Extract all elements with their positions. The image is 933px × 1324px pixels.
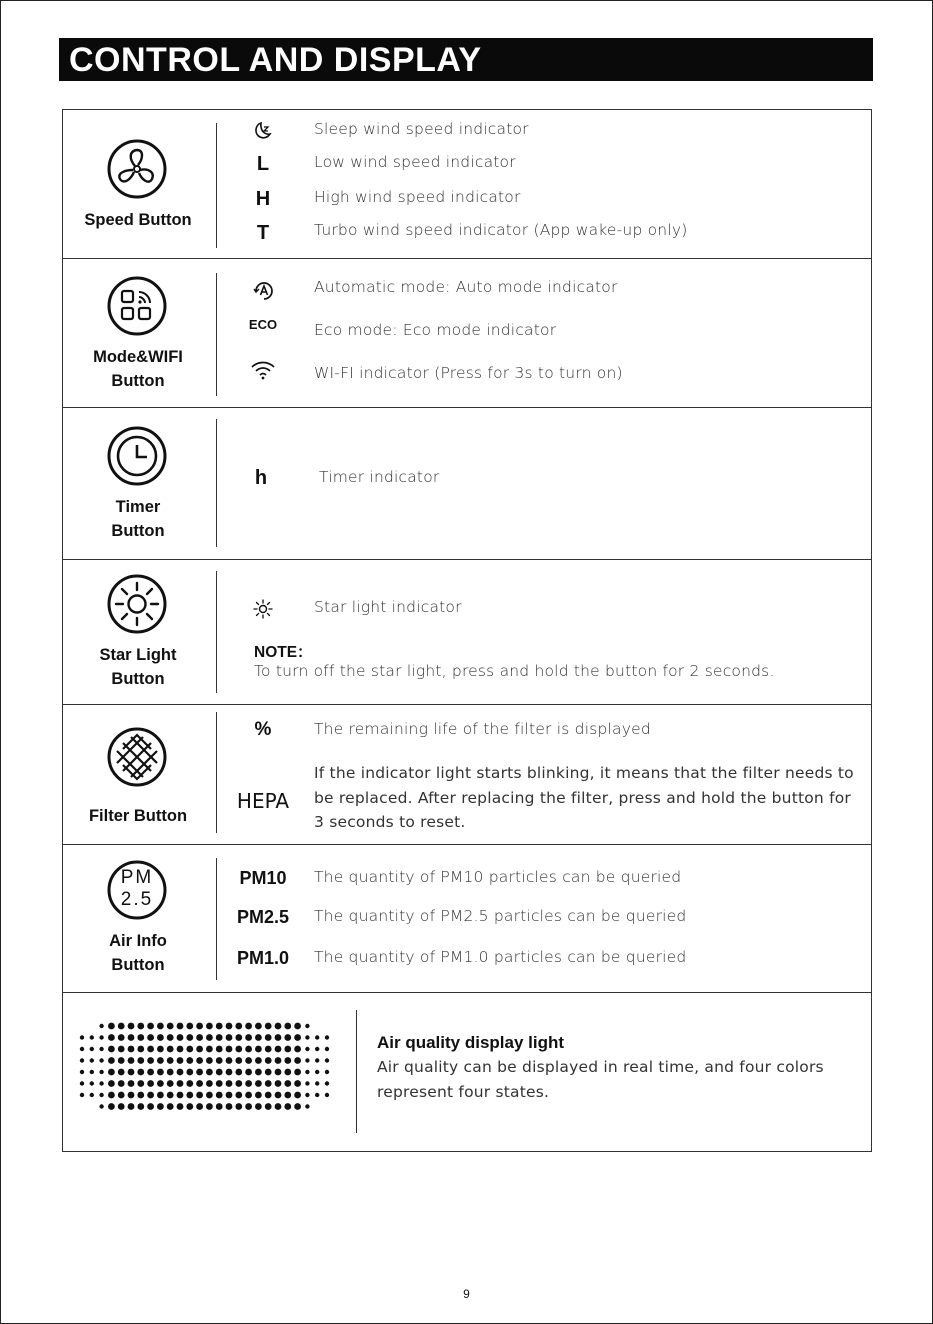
led-dot: [245, 1046, 252, 1053]
led-dot: [206, 1069, 213, 1076]
led-dot: [284, 1057, 291, 1064]
led-dot: [147, 1080, 154, 1087]
led-dot: [196, 1069, 203, 1076]
led-dot: [99, 1081, 103, 1085]
led-dot: [284, 1080, 291, 1087]
filter-life-text: The remaining life of the filter is displayed: [314, 720, 651, 738]
led-dot: [315, 1035, 319, 1039]
led-dot: [255, 1069, 262, 1076]
led-dot: [90, 1093, 94, 1097]
led-dot: [255, 1023, 262, 1030]
timer-indicator-text: Timer indicator: [319, 468, 440, 486]
led-dot: [245, 1080, 252, 1087]
led-dot: [196, 1046, 203, 1053]
led-dot: [137, 1023, 144, 1030]
led-dot: [128, 1023, 135, 1030]
led-dot: [206, 1046, 213, 1053]
led-dot: [216, 1034, 223, 1041]
auto-mode-text: Automatic mode: Auto mode indicator: [314, 278, 618, 296]
air-quality-row: [63, 993, 871, 1153]
led-dot: [99, 1058, 103, 1062]
led-dot: [226, 1092, 233, 1099]
pm25-text: The quantity of PM2.5 particles can be queried: [314, 907, 687, 925]
led-dot: [284, 1092, 291, 1099]
speed-button-label: Speed Button: [84, 211, 192, 229]
timer-symbol: h: [254, 467, 268, 489]
led-dot: [99, 1024, 103, 1028]
page-number: 9: [463, 1287, 470, 1301]
led-dot: [226, 1103, 233, 1110]
hepa-symbol: HEPA: [236, 789, 290, 813]
led-dot: [128, 1034, 135, 1041]
mode-button-label-1: Mode&WIFI: [93, 348, 183, 366]
led-dot: [137, 1069, 144, 1076]
low-indicator-text: Low wind speed indicator: [314, 153, 516, 171]
led-dot: [294, 1103, 301, 1110]
led-dot: [294, 1092, 301, 1099]
star-light-icon: [107, 574, 167, 634]
speed-row: [63, 110, 871, 259]
led-dot: [284, 1023, 291, 1030]
percent-symbol: %: [254, 719, 272, 740]
led-dot: [216, 1080, 223, 1087]
timer-row: [63, 408, 871, 560]
led-dot: [315, 1058, 319, 1062]
air-quality-text: Air quality can be displayed in real time, and four colors represent four states.: [377, 1058, 824, 1101]
auto-mode-icon: [252, 279, 276, 303]
led-dot: [137, 1080, 144, 1087]
fan-icon: [107, 139, 167, 199]
led-dot: [255, 1103, 262, 1110]
timer-button-label-2: Button: [111, 522, 165, 540]
led-dot: [196, 1092, 203, 1099]
led-dot: [235, 1092, 242, 1099]
led-dot: [275, 1057, 282, 1064]
led-dot: [167, 1080, 174, 1087]
led-dot: [108, 1046, 115, 1053]
led-dot: [245, 1057, 252, 1064]
air-quality-light-graphic: [77, 1022, 337, 1112]
low-symbol: L: [256, 153, 270, 175]
led-dot: [294, 1080, 301, 1087]
led-dot: [147, 1057, 154, 1064]
led-dot: [90, 1081, 94, 1085]
led-dot: [157, 1034, 164, 1041]
led-dot: [216, 1103, 223, 1110]
led-dot: [325, 1035, 329, 1039]
led-dot: [137, 1103, 144, 1110]
led-dot: [265, 1103, 272, 1110]
led-dot: [305, 1058, 309, 1062]
led-dot: [118, 1057, 125, 1064]
air-quality-title: Air quality display light: [377, 1033, 565, 1052]
led-dot: [275, 1023, 282, 1030]
led-dot: [80, 1093, 84, 1097]
led-dot: [275, 1103, 282, 1110]
led-dot: [305, 1093, 309, 1097]
led-dot: [196, 1080, 203, 1087]
led-dot: [177, 1103, 184, 1110]
led-dot: [99, 1035, 103, 1039]
led-dot: [186, 1023, 193, 1030]
led-dot: [177, 1023, 184, 1030]
led-dot: [245, 1092, 252, 1099]
led-dot: [167, 1069, 174, 1076]
pm10-symbol: PM10: [239, 868, 287, 888]
led-dot: [305, 1104, 309, 1108]
led-dot: [245, 1023, 252, 1030]
led-dot: [108, 1080, 115, 1087]
pm-icon-line-2: 2.5: [120, 889, 154, 910]
led-dot: [157, 1069, 164, 1076]
led-dot: [255, 1080, 262, 1087]
led-dot: [226, 1046, 233, 1053]
timer-button-label-1: Timer: [115, 498, 161, 516]
led-dot: [108, 1034, 115, 1041]
filter-icon: [107, 727, 167, 787]
led-dot: [90, 1058, 94, 1062]
wifi-icon: [250, 359, 276, 381]
led-dot: [226, 1069, 233, 1076]
section-header: [59, 38, 873, 81]
led-dot: [186, 1080, 193, 1087]
led-dot: [128, 1092, 135, 1099]
led-dot: [118, 1046, 125, 1053]
star-button-label-1: Star Light: [99, 646, 177, 664]
led-dot: [294, 1057, 301, 1064]
led-dot: [196, 1057, 203, 1064]
led-dot: [99, 1104, 103, 1108]
led-dot: [305, 1047, 309, 1051]
led-dot: [167, 1034, 174, 1041]
led-dot: [99, 1047, 103, 1051]
led-dot: [294, 1034, 301, 1041]
led-dot: [216, 1057, 223, 1064]
led-dot: [265, 1069, 272, 1076]
wifi-indicator-text: WI-FI indicator (Press for 3s to turn on): [314, 364, 623, 382]
led-dot: [167, 1023, 174, 1030]
led-dot: [325, 1058, 329, 1062]
filter-row: [63, 705, 871, 845]
led-dot: [275, 1092, 282, 1099]
led-dot: [196, 1023, 203, 1030]
led-dot: [206, 1080, 213, 1087]
led-dot: [206, 1092, 213, 1099]
led-dot: [80, 1047, 84, 1051]
led-dot: [265, 1057, 272, 1064]
led-dot: [118, 1103, 125, 1110]
led-dot: [206, 1103, 213, 1110]
led-dot: [167, 1103, 174, 1110]
mode-wifi-icon: [107, 276, 167, 336]
led-dot: [265, 1080, 272, 1087]
led-dot: [157, 1080, 164, 1087]
led-dot: [147, 1023, 154, 1030]
led-dot: [186, 1069, 193, 1076]
led-dot: [167, 1057, 174, 1064]
led-dot: [167, 1046, 174, 1053]
led-dot: [186, 1046, 193, 1053]
led-dot: [118, 1023, 125, 1030]
led-dot: [235, 1069, 242, 1076]
led-dot: [206, 1057, 213, 1064]
led-dot: [305, 1035, 309, 1039]
led-dot: [315, 1070, 319, 1074]
led-dot: [147, 1092, 154, 1099]
led-dot: [177, 1069, 184, 1076]
led-dot: [325, 1070, 329, 1074]
led-dot: [284, 1069, 291, 1076]
led-dot: [108, 1057, 115, 1064]
led-dot: [284, 1046, 291, 1053]
led-dot: [216, 1046, 223, 1053]
led-dot: [235, 1103, 242, 1110]
led-dot: [108, 1103, 115, 1110]
air-button-label-2: Button: [111, 956, 165, 974]
led-dot: [137, 1057, 144, 1064]
led-dot: [177, 1057, 184, 1064]
led-dot: [294, 1069, 301, 1076]
led-dot: [186, 1103, 193, 1110]
led-dot: [137, 1034, 144, 1041]
led-dot: [80, 1035, 84, 1039]
star-light-row: [63, 560, 871, 705]
led-dot: [177, 1034, 184, 1041]
led-dot: [245, 1069, 252, 1076]
filter-replace-text: If the indicator light starts blinking, it means that the filter needs to be replaced. After replacing the filter, press and hold the button for 3 seconds to reset.: [314, 764, 854, 831]
led-dot: [265, 1092, 272, 1099]
led-dot: [157, 1046, 164, 1053]
led-dot: [305, 1070, 309, 1074]
led-dot: [216, 1092, 223, 1099]
high-symbol: H: [255, 188, 271, 210]
sleep-indicator-text: Sleep wind speed indicator: [314, 120, 529, 138]
page-title: CONTROL AND DISPLAY: [69, 41, 482, 79]
led-dot: [226, 1034, 233, 1041]
air-button-label-1: Air Info: [109, 932, 167, 950]
led-dot: [275, 1069, 282, 1076]
moon-sleep-icon: [252, 121, 274, 141]
led-dot: [325, 1081, 329, 1085]
led-dot: [284, 1103, 291, 1110]
led-dot: [80, 1070, 84, 1074]
led-dot: [315, 1081, 319, 1085]
led-dot: [177, 1046, 184, 1053]
led-dot: [80, 1058, 84, 1062]
led-dot: [167, 1092, 174, 1099]
led-dot: [157, 1057, 164, 1064]
led-dot: [275, 1034, 282, 1041]
high-indicator-text: High wind speed indicator: [314, 188, 521, 206]
led-dot: [196, 1103, 203, 1110]
led-dot: [128, 1069, 135, 1076]
pm10-text: The quantity of PM10 particles can be queried: [314, 868, 682, 886]
led-dot: [305, 1024, 309, 1028]
led-dot: [235, 1057, 242, 1064]
led-dot: [118, 1080, 125, 1087]
mode-row: [63, 259, 871, 408]
led-dot: [325, 1047, 329, 1051]
led-dot: [186, 1092, 193, 1099]
led-dot: [305, 1081, 309, 1085]
led-dot: [206, 1034, 213, 1041]
pm25-symbol: PM2.5: [236, 907, 290, 927]
led-dot: [99, 1070, 103, 1074]
led-dot: [235, 1080, 242, 1087]
pm-icon-line-1: PM: [120, 867, 154, 888]
led-dot: [90, 1047, 94, 1051]
turbo-indicator-text: Turbo wind speed indicator (App wake-up only): [314, 221, 688, 239]
led-dot: [226, 1080, 233, 1087]
pm1-text: The quantity of PM1.0 particles can be queried: [314, 948, 687, 966]
led-dot: [177, 1080, 184, 1087]
led-dot: [147, 1046, 154, 1053]
led-dot: [294, 1046, 301, 1053]
led-dot: [265, 1046, 272, 1053]
star-light-indicator-text: Star light indicator: [314, 598, 462, 616]
turbo-symbol: T: [256, 222, 270, 244]
led-dot: [118, 1034, 125, 1041]
led-dot: [147, 1069, 154, 1076]
led-dot: [245, 1103, 252, 1110]
led-dot: [275, 1046, 282, 1053]
led-dot: [90, 1035, 94, 1039]
led-dot: [206, 1023, 213, 1030]
led-dot: [245, 1034, 252, 1041]
led-dot: [186, 1057, 193, 1064]
sun-icon: [253, 599, 273, 619]
led-dot: [255, 1092, 262, 1099]
led-dot: [284, 1034, 291, 1041]
led-dot: [128, 1103, 135, 1110]
led-dot: [157, 1092, 164, 1099]
led-dot: [196, 1034, 203, 1041]
note-title: NOTE：: [254, 644, 313, 661]
led-dot: [108, 1069, 115, 1076]
led-dot: [108, 1092, 115, 1099]
led-dot: [235, 1023, 242, 1030]
mode-button-label-2: Button: [111, 372, 165, 390]
led-dot: [265, 1023, 272, 1030]
control-table: [62, 109, 872, 1152]
led-dot: [216, 1069, 223, 1076]
led-dot: [157, 1023, 164, 1030]
led-dot: [235, 1034, 242, 1041]
led-dot: [226, 1023, 233, 1030]
led-dot: [90, 1070, 94, 1074]
led-dot: [186, 1034, 193, 1041]
led-dot: [99, 1093, 103, 1097]
led-dot: [265, 1034, 272, 1041]
led-dot: [255, 1034, 262, 1041]
eco-mode-text: Eco mode: Eco mode indicator: [314, 321, 557, 339]
led-dot: [157, 1103, 164, 1110]
led-dot: [137, 1092, 144, 1099]
air-info-row: [63, 845, 871, 993]
led-dot: [216, 1023, 223, 1030]
filter-button-label: Filter Button: [88, 807, 188, 825]
led-dot: [235, 1046, 242, 1053]
led-dot: [118, 1092, 125, 1099]
led-dot: [80, 1081, 84, 1085]
led-dot: [255, 1046, 262, 1053]
eco-symbol: ECO: [248, 317, 278, 332]
clock-icon: [107, 426, 167, 486]
led-dot: [226, 1057, 233, 1064]
led-dot: [128, 1046, 135, 1053]
led-dot: [128, 1057, 135, 1064]
led-dot: [315, 1093, 319, 1097]
note-text: To turn off the star light, press and hold the button for 2 seconds.: [254, 662, 775, 680]
led-dot: [108, 1023, 115, 1030]
led-dot: [177, 1092, 184, 1099]
star-button-label-2: Button: [111, 670, 165, 688]
led-dot: [118, 1069, 125, 1076]
led-dot: [315, 1047, 319, 1051]
pm10b-symbol: PM1.0: [236, 948, 290, 968]
led-dot: [147, 1103, 154, 1110]
led-dot: [275, 1080, 282, 1087]
led-dot: [325, 1093, 329, 1097]
led-dot: [137, 1046, 144, 1053]
led-dot: [128, 1080, 135, 1087]
led-dot: [294, 1023, 301, 1030]
led-dot: [147, 1034, 154, 1041]
led-dot: [255, 1057, 262, 1064]
